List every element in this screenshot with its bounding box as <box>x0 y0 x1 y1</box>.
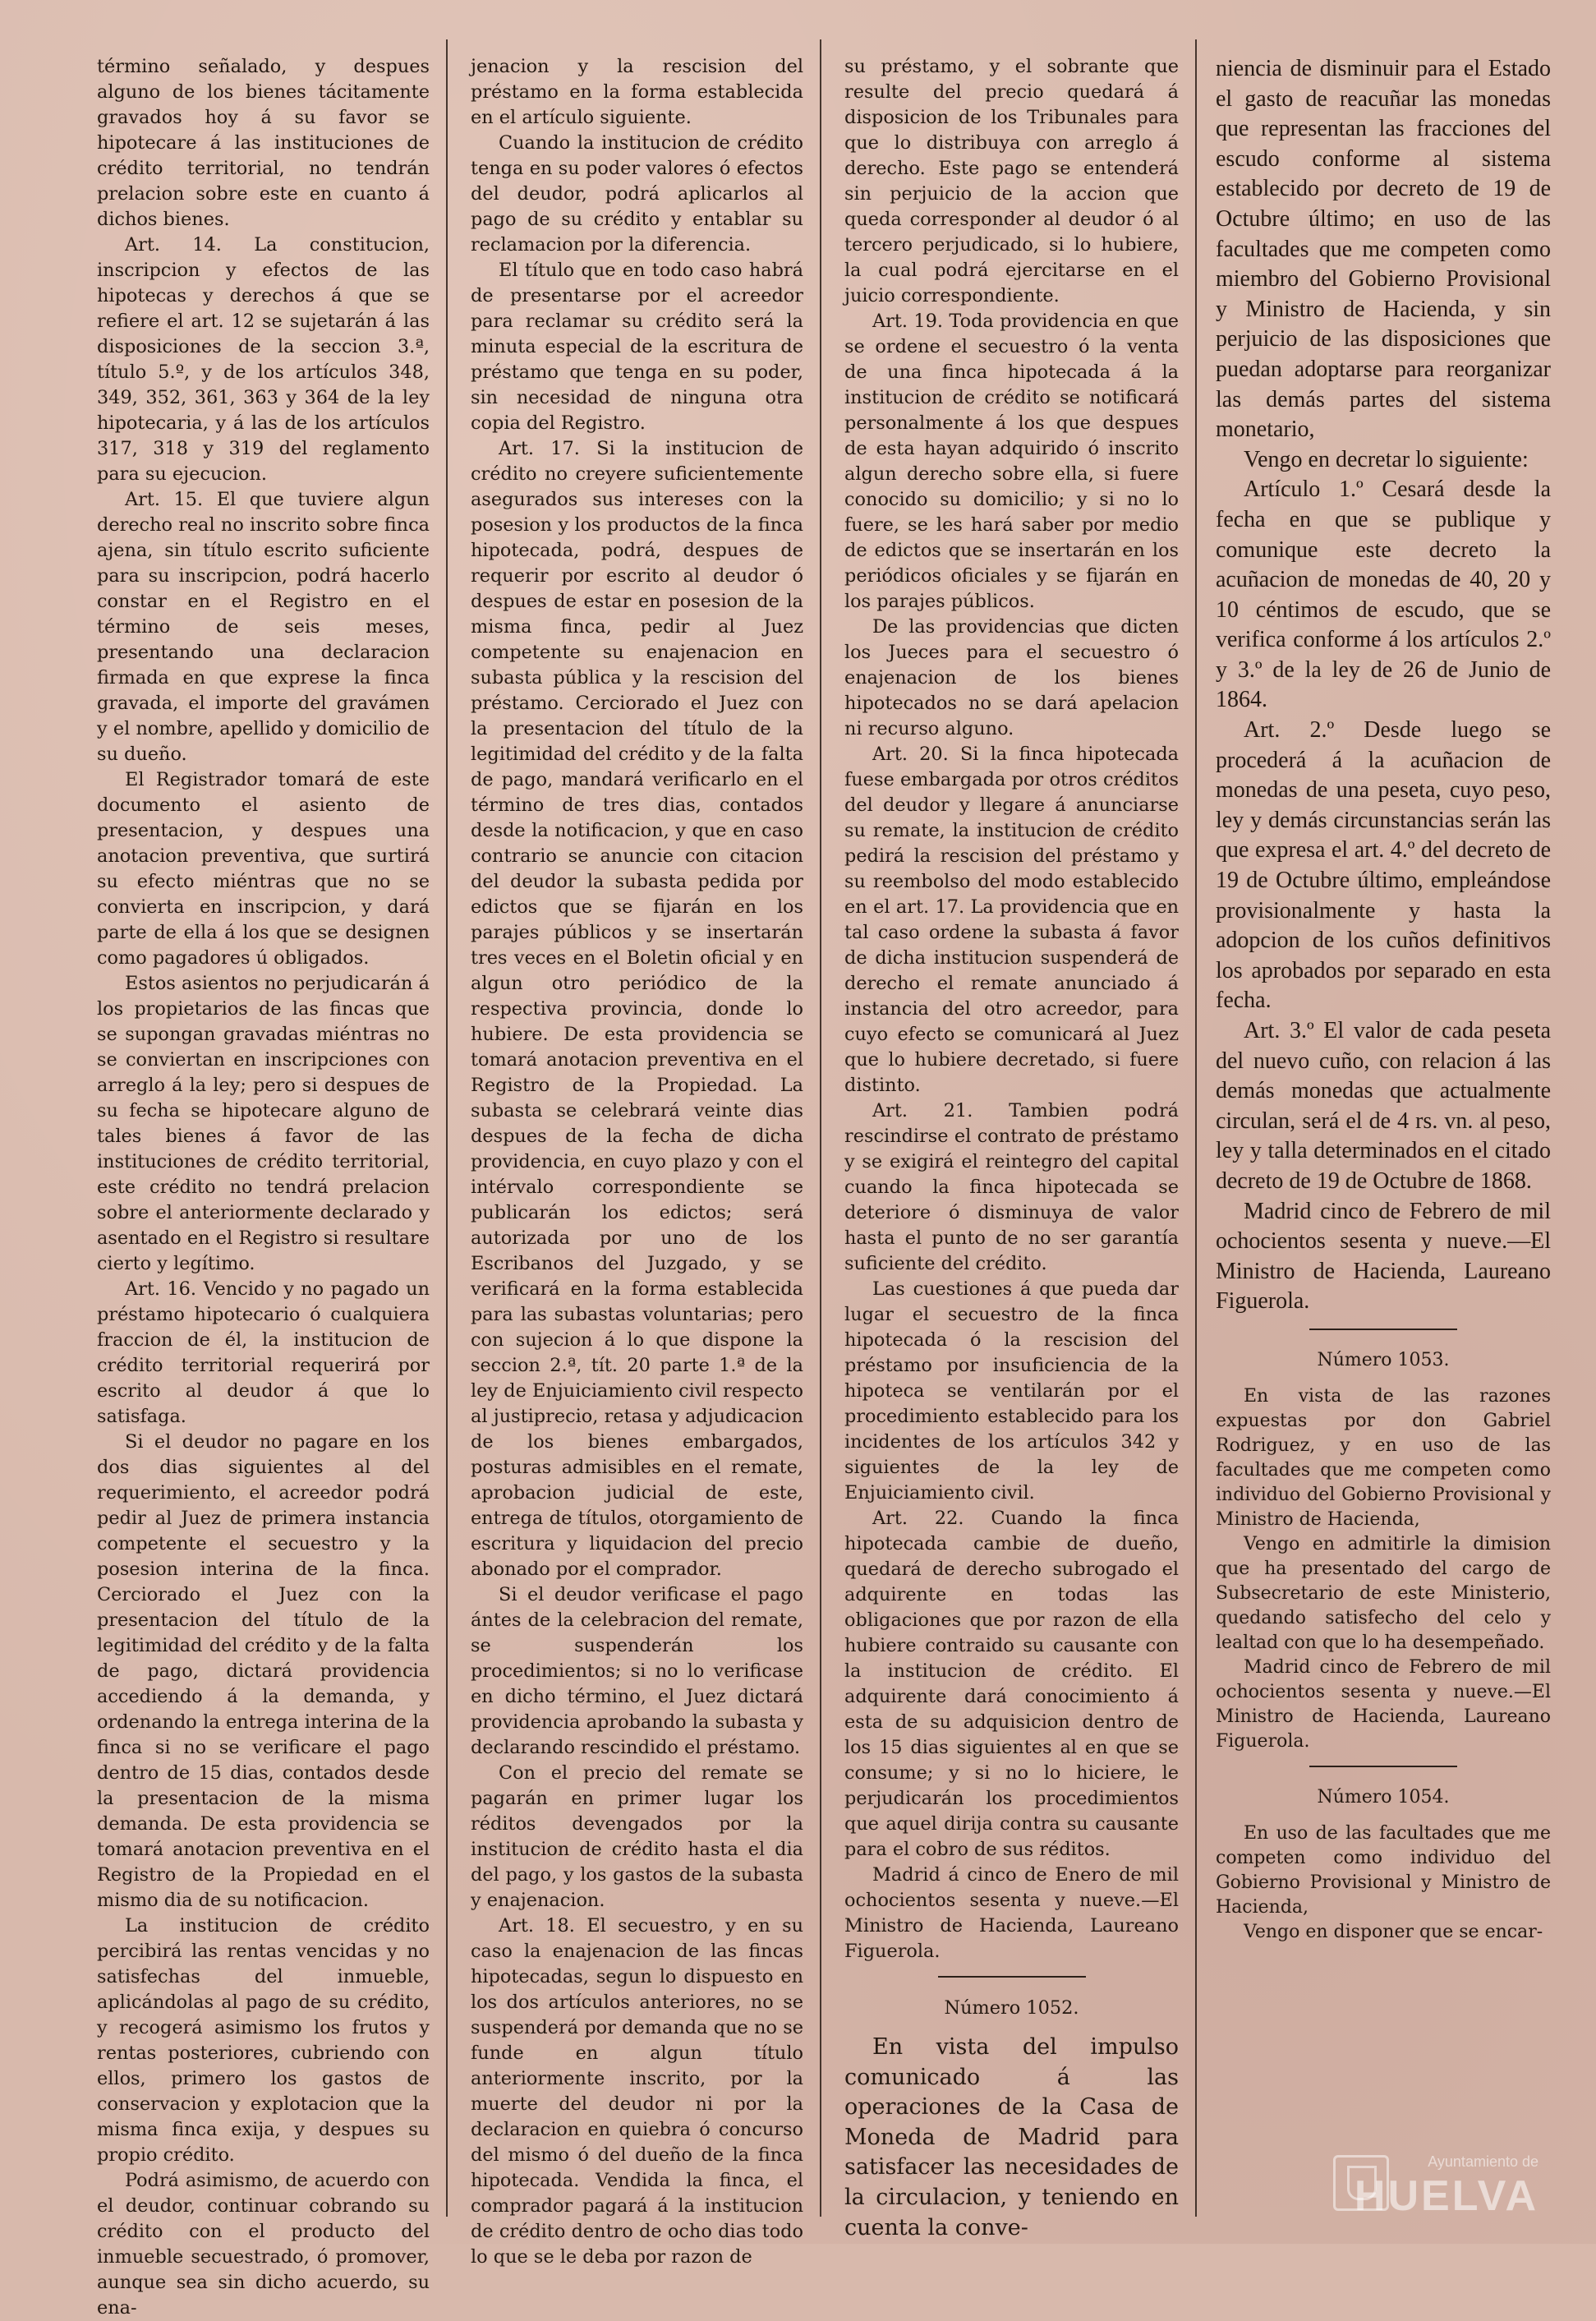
section-divider <box>938 1976 1086 1978</box>
watermark-line-2: HUELVA <box>1354 2172 1539 2220</box>
paragraph: Si el deudor no pagare en los dos dias siguientes al del requerimiento, el acreedor podrá pedir al Juez de primera instancia competente el secuestro y la posesion interina de la finca. Cerciorado el Juez con la presentacion del título de la legitimidad del crédito y de la falta de pago, dictará providencia accediendo á la demanda, y ordenando la entrega interina de la finca si no se verificare el pago dentro de 15 dias, contados desde la presentacion de la misma demanda. De esta providencia se tomará anotacion preventiva en el Registro de la Propiedad en el mismo dia de su notificacion. <box>97 1431 430 1911</box>
paragraph: jenacion y la rescision del préstamo en la forma establecida en el artículo siguiente. <box>471 56 803 128</box>
paragraph: En vista de las razones expuestas por don Gabriel Rodriguez, y en uso de las facultades que me competen como individuo del Gobierno Provisional y Ministro de Hacienda, <box>1216 1385 1551 1530</box>
signature-line: Madrid cinco de Febrero de mil ochocientos sesenta y nueve.—El Ministro de Hacienda, Laureano Figuerola. <box>1216 1198 1551 1315</box>
section-divider <box>1309 1766 1457 1767</box>
paragraph: En uso de las facultades que me competen como individuo del Gobierno Provisional y Ministro de Hacienda, <box>1216 1822 1551 1918</box>
article-16: Art. 16. Vencido y no pagado un préstamo hipotecario ó cualquiera fraccion de él, la institucion de crédito territorial requerirá por escrito al deudor á que lo satisfaga. <box>97 1278 430 1427</box>
article-14: Art. 14. La constitucion, inscripcion y efectos de las hipotecas y derechos á que se refiere el art. 12 se sujetarán á las disposiciones de la seccion 3.ª, título 5.º, y de los artículos 348, 349, 352, 361, 363 y 364 de la ley hipotecaria, y á las de los artículos 317, 318 y 319 del reglamento para su ejecucion. <box>97 234 430 485</box>
column-rule <box>1195 39 1197 2217</box>
signature-line: Madrid cinco de Febrero de mil ochocientos sesenta y nueve.—El Ministro de Hacienda, Laureano Figuerola. <box>1216 1656 1551 1752</box>
article-15: Art. 15. El que tuviere algun derecho real no inscrito sobre finca ajena, sin título escrito suficiente para su inscripcion, podrá hacerlo constar en el Registro en el término de seis meses, presentando una declaracion firmada en que exprese la finca gravada, el importe del gravámen y el nombre, apellido y domicilio de su dueño. <box>97 489 430 765</box>
article-1: Artículo 1.º Cesará desde la fecha en que se publique y comunique este decreto la acuñacion de monedas de 40, 20 y 10 céntimos de escudo, que se verifica conforme á los artículos 2.º y 3.º de la ley de 26 de Junio de 1864. <box>1216 477 1551 713</box>
paragraph: El título que en todo caso habrá de presentarse por el acreedor para reclamar su crédito será la minuta especial de la escritura de préstamo que tenga en su poder, sin necesidad de ninguna otra copia del Registro. <box>471 260 803 434</box>
article-2: Art. 2.º Desde luego se procederá á la acuñacion de monedas de una peseta, cuyo peso, ley y demás circunstancias serán las que expresa el art. 4.º del decreto de 19 de Octubre último, empleándose provisionalmente y hasta la adopcion de los cuños definitivos los aprobados por separado en esta fecha. <box>1216 717 1551 1014</box>
decree-formula: Vengo en decretar lo siguiente: <box>1244 446 1529 472</box>
article-21: Art. 21. Tambien podrá rescindirse el contrato de préstamo y se exigirá el reintegro del capital cuando la finca hipotecada se deteriore ó disminuya de valor hasta el punto de no ser garantía suficiente del crédito. <box>844 1100 1179 1274</box>
decree-1052-intro: En vista del impulso comunicado á las operaciones de la Casa de Moneda de Madrid para satisfacer las necesidades de la circulacion, y teniendo en cuenta la conve- <box>844 2034 1179 2240</box>
paragraph: término señalado, y despues alguno de los bienes tácitamente gravados hoy á su favor se hipotecare á las instituciones de crédito territorial, no tendrán prelacion sobre este en cuanto á dichos bienes. <box>97 56 430 230</box>
paragraph: Vengo en admitirle la dimision que ha presentado del cargo de Subsecretario de este Ministerio, quedando satisfecho del celo y lealtad con que lo ha desempeñado. <box>1216 1533 1551 1653</box>
article-22: Art. 22. Cuando la finca hipotecada cambie de dueño, quedará de derecho subrogado el adquirente en todas las obligaciones que por razon de ella hubiere contraido su causante con la institucion de crédito. El adquirente dará conocimiento á esta de su adquisicion dentro de los 15 dias siguientes al en que se consume; y si no lo hiciere, le perjudicarán los procedimientos que aquel dirija contra su causante para el cobro de sus réditos. <box>844 1508 1179 1860</box>
column-rule <box>446 39 448 2217</box>
paragraph: Vengo en disponer que se encar- <box>1244 1921 1543 1942</box>
paragraph: La institucion de crédito percibirá las rentas vencidas y no satisfechas del inmueble, aplicándolas al pago de su crédito, y recogerá asimismo los frutos y rentas posteriores, cubriendo con ellos, primero los gastos de conservacion y explotacion que la misma finca exija, y despues su propio crédito. <box>97 1915 430 2166</box>
paragraph: De las providencias que dicten los Jueces para el secuestro ó enajenacion de los bienes hipotecados no se dará apelacion ni recurso alguno. <box>844 616 1179 739</box>
paragraph: Estos asientos no perjudicarán á los propietarios de las fincas que se supongan gravadas miéntras no se conviertan en inscripciones con arreglo á la ley; pero si despues de su fecha se hipotecare alguno de tales bienes á favor de las instituciones de crédito territorial, este crédito no tendrá prelacion sobre el anteriormente declarado y asentado en el Registro si resultare cierto y legítimo. <box>97 973 430 1274</box>
paragraph: Podrá asimismo, de acuerdo con el deudor, continuar cobrando su crédito con el producto del inmueble secuestrado, ó promover, aunque sea sin dicho acuerdo, su ena- <box>97 2170 430 2319</box>
text-column-3 <box>844 54 1179 2240</box>
paragraph: su préstamo, y el sobrante que resulte del precio quedará á disposicion de los Tribunales para que lo distribuya con arreglo á derecho. Este pago se entenderá sin perjuicio de la accion que queda corresponder al deudor ó al tercero perjudicado, si lo hubiere, la cual podrá ejercitarse en el juicio correspondiente. <box>844 56 1179 306</box>
decree-heading-1052: Número 1052. <box>944 1997 1079 2019</box>
decree-1052-continued: niencia de disminuir para el Estado el gasto de reacuñar las monedas que representan las fracciones del escudo conforme al sistema establecido por decreto de 19 de Octubre último; en uso de las facultades que me competen como miembro del Gobierno Provisional y Ministro de Hacienda, y sin perjuicio de las disposiciones que puedan adoptarse para reorganizar las demás partes del sistema monetario, <box>1216 56 1551 443</box>
article-18: Art. 18. El secuestro, y en su caso la enajenacion de las fincas hipotecadas, segun lo dispuesto en los dos artículos anteriores, no se suspenderá por demanda que no se funde en algun título anteriormente inscrito, por la muerte del deudor ni por la declaracion en quiebra ó concurso del mismo ó del dueño de la finca hipotecada. Vendida la finca, el comprador pagará á la institucion de crédito dentro de ocho dias todo lo que se le deba por razon de <box>471 1915 803 2268</box>
column-rule <box>820 39 821 2217</box>
text-column-2 <box>471 54 803 2268</box>
text-column-1 <box>97 54 430 2319</box>
paragraph: Si el deudor verificase el pago ántes de la celebracion del remate, se suspenderán los procedimientos; si no lo verificase en dicho término, el Juez dictará providencia aprobando la subasta y declarando rescindido el préstamo. <box>471 1584 803 1758</box>
paragraph: El Registrador tomará de este documento el asiento de presentacion, y despues una anotacion preventiva, que surtirá su efecto miéntras que no se convierta en inscripcion, y dará parte de ella á los que se designen como pagadores ú obligados. <box>97 769 430 969</box>
text-column-4 <box>1216 54 1551 2207</box>
paragraph: Las cuestiones á que pueda dar lugar el secuestro de la finca hipotecada ó la rescision del préstamo por insuficiencia de la hipoteca se ventilarán por el procedimiento establecido para los incidentes de los artículos 342 y siguientes de la ley de Enjuiciamiento civil. <box>844 1278 1179 1504</box>
decree-heading-1053: Número 1053. <box>1317 1349 1450 1370</box>
paragraph: Cuando la institucion de crédito tenga en su poder valores ó efectos del deudor, podrá aplicarlos al pago de su crédito y entablar su reclamacion por la diferencia. <box>471 132 803 256</box>
article-17: Art. 17. Si la institucion de crédito no creyere suficientemente asegurados sus intereses con la posesion y los productos de la finca hipotecada, podrá, despues de requerir por escrito al deudor ó despues de estar en posesion de la misma finca, pedir al Juez competente su enajenacion en subasta pública y la rescision del préstamo. Cerciorado el Juez con la presentacion del título de la legitimidad del crédito y de la falta de pago, mandará verificarlo en el término de tres dias, contados desde la notificacion, y que en caso contrario se anuncie con citacion del deudor la subasta pedida por edictos que se fijarán en los parajes públicos y se insertarán tres veces en el Boletin oficial y en algun otro periódico de la respectiva provincia, donde lo hubiere. De esta providencia se tomará anotacion preventiva en el Registro de la Propiedad. La subasta se celebrará veinte dias despues de la fecha de dicha providencia, en cuyo plazo y con el intérvalo correspondiente se publicarán los edictos; será autorizada por uno de los Escribanos del Juzgado, y se verificará en la forma establecida para las subastas voluntarias; pero con sujecion á lo que dispone la seccion 2.ª, tít. 20 parte 1.ª de la ley de Enjuiciamiento civil respecto al justiprecio, retasa y adjudicacion de los bienes embargados, posturas admisibles en el remate, aprobacion judicial de este, entrega de títulos, otorgamiento de escritura y liquidacion del precio abonado por el comprador. <box>471 438 803 1580</box>
article-19: Art. 19. Toda providencia en que se ordene el secuestro ó la venta de una finca hipotecada á la institucion de crédito se notificará personalmente á los que despues de esta hayan adquirido ó inscrito algun derecho sobre ella, si fuere conocido su domicilio; y si no lo fuere, se les hará saber por medio de edictos que se insertarán en los periódicos oficiales y se fijarán en los parajes públicos. <box>844 311 1179 612</box>
article-3: Art. 3.º El valor de cada peseta del nuevo cuño, con relacion á las demás monedas que actualmente circulan, será el de 4 rs. vn. al peso, ley y talla determinados en el citado decreto de 19 de Octubre de 1868. <box>1216 1018 1551 1194</box>
signature-line: Madrid á cinco de Enero de mil ochocientos sesenta y nueve.—El Ministro de Hacienda, Laureano Figuerola. <box>844 1864 1179 1962</box>
archive-watermark <box>1333 2150 1539 2221</box>
section-divider <box>1309 1329 1457 1330</box>
watermark-line-1: Ayuntamiento de <box>1428 2153 1539 2170</box>
decree-heading-1054: Número 1054. <box>1317 1786 1450 1808</box>
paragraph: Con el precio del remate se pagarán en primer lugar los réditos devengados por la institucion de crédito hasta el dia del pago, y los gastos de la subasta y enajenacion. <box>471 1762 803 1911</box>
article-20: Art. 20. Si la finca hipotecada fuese embargada por otros créditos del deudor y llegare á anunciarse su remate, la institucion de crédito pedirá la rescision del préstamo y su reembolso del modo establecido en el art. 17. La providencia que en tal caso ordene la subasta á favor de dicha institucion suspenderá de derecho el remate anunciado á instancia del otro acreedor, para cuyo efecto se comunicará al Juez que lo hubiere decretado, si fuere distinto. <box>844 744 1179 1096</box>
